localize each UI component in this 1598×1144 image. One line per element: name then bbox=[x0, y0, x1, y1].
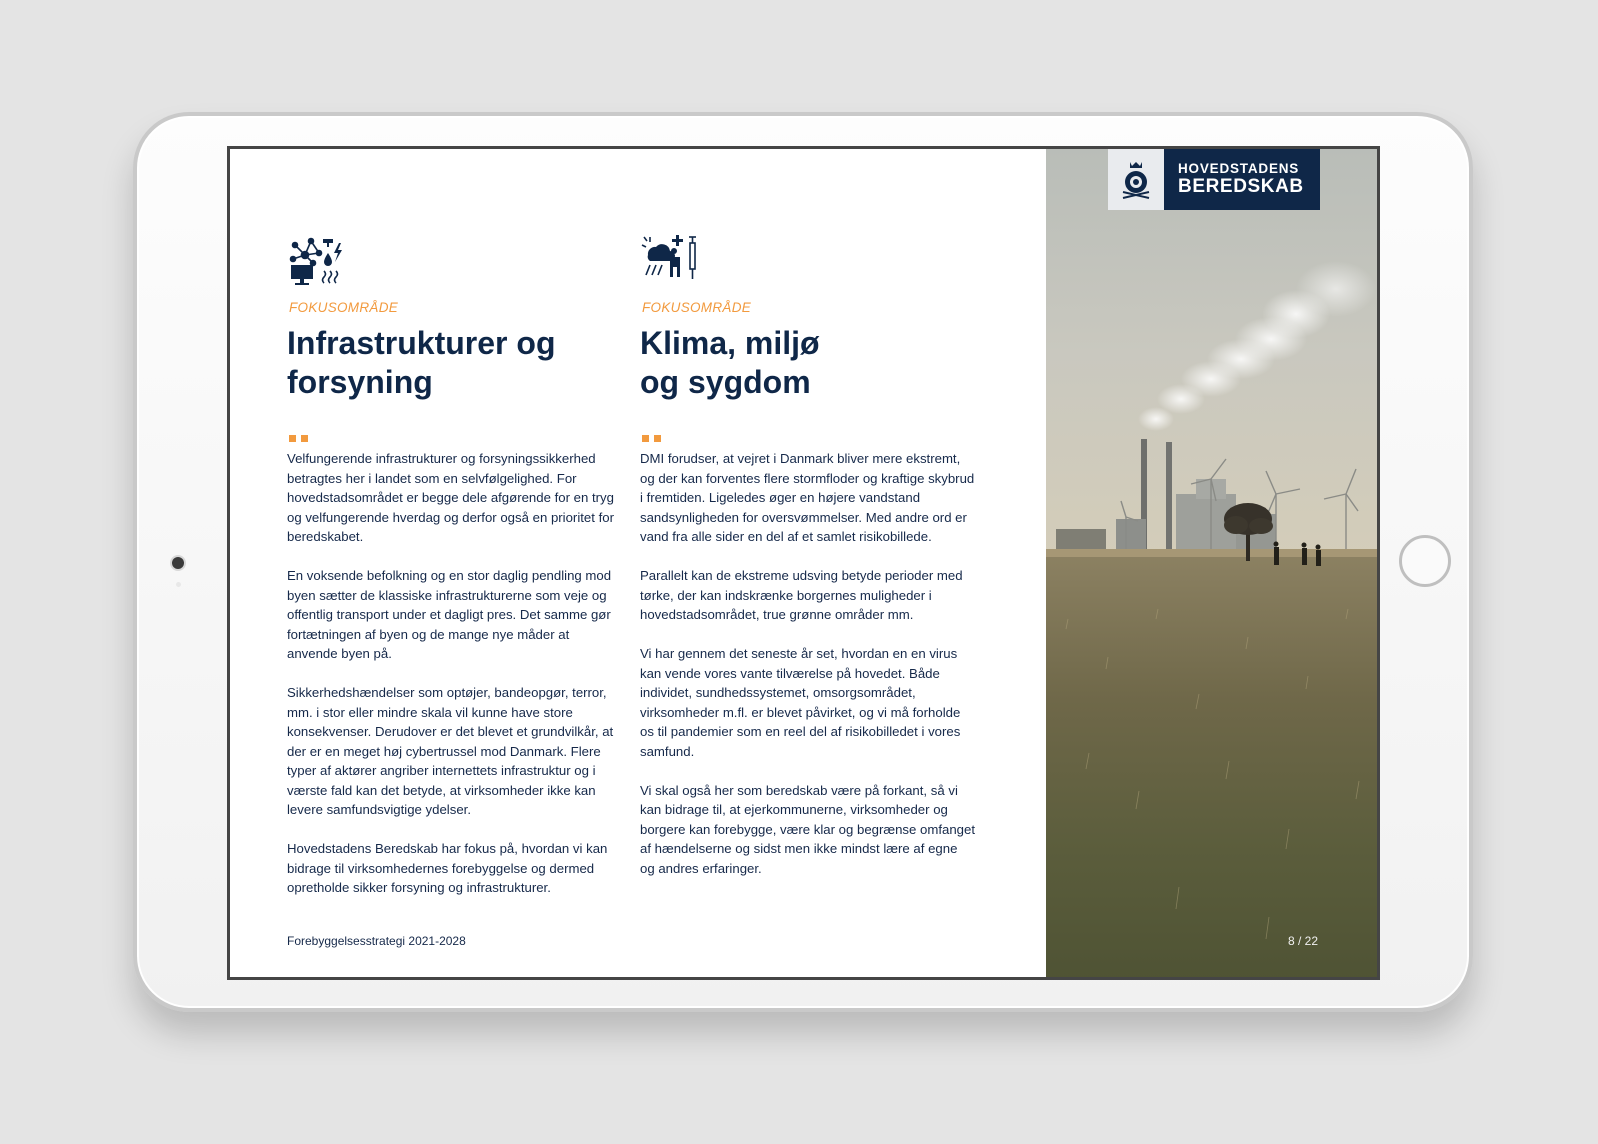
title-line-2: og sygdom bbox=[640, 364, 811, 400]
crest-icon bbox=[1108, 149, 1164, 210]
title-line-1: Infrastrukturer og bbox=[287, 325, 556, 361]
title-line-2: forsyning bbox=[287, 364, 433, 400]
sensor-dot bbox=[176, 582, 181, 587]
paragraph: En voksende befolkning og en stor daglig pendling mod byen sætter de klassiske infrastrukturerne som veje og offentlig transport under et dagligt pres. Det samme gør fortætningen af byen og de mange nye måder at anvende byen på. bbox=[287, 568, 612, 661]
paragraph: Parallelt kan de ekstreme udsving betyde perioder med tørke, der kan indskrænke borgernes muligheder i hovedstadsområdet, true grønne områder mm. bbox=[640, 568, 963, 622]
section-label: FOKUSOMRÅDE bbox=[642, 300, 752, 315]
logo-wordmark bbox=[1164, 149, 1320, 210]
paragraph: Sikkerhedshændelser som optøjer, bandeopgør, terror, mm. i stor eller mindre skala vil kunne have store konsekvenser. Derudover er det blevet et grundvilkår, at der er en meget høj cybertrussel mod Danmark. Flere typer af aktører angriber internettets infrastruktur og i værste fald kan det betyde, at virksomheder ikke kan levere samfundsvigtige ydelser. bbox=[287, 685, 614, 817]
paragraph: Hovedstadens Beredskab har fokus på, hvordan vi kan bidrage til virksomhedernes forebyggelse og dermed opretholde sikker forsyning og infrastrukturer. bbox=[287, 841, 608, 895]
paragraph: Vi skal også her som beredskab være på forkant, så vi kan bidrage til, at ejerkommunerne, virksomheder og borgere kan forebygge, være klar og begrænse omfanget af hændelserne og sidst men ikke mindst lære af egne og andres erfaringer. bbox=[640, 782, 976, 876]
section-body bbox=[287, 449, 622, 917]
climate-health-icon bbox=[640, 233, 700, 289]
accent-dots bbox=[289, 429, 313, 437]
paragraph: DMI forudser, at vejret i Danmark bliver mere ekstremt, og der kan forventes flere stormfloder og kraftige skybrud i fremtiden. Ligeledes øger en højere vandstand sandsynligheden for oversvømmelser. Med andre ord er vand fra alle sider en del af et samlet risikobillede. bbox=[640, 451, 975, 544]
logo-line-2: BEREDSKAB bbox=[1178, 176, 1304, 197]
infrastructure-icon bbox=[287, 233, 347, 289]
logo-line-1: HOVEDSTADENS bbox=[1178, 161, 1300, 176]
section-title bbox=[287, 324, 627, 402]
paragraph: Vi har gennem det seneste år set, hvordan en en virus kan vende vores vante tilværelse på hovedet. Både individet, sundhedssystemet, omsorgsområdet, virksomheder m.fl. er blevet påvirket, og vi må forholde os til pandemier som en reel del af risikobilledet i vores samfund. bbox=[640, 646, 961, 759]
organization-logo bbox=[1108, 149, 1320, 210]
paragraph: Velfungerende infrastrukturer og forsyningssikkerhed betragtes her i landet som en selvfølgelighed. For hovedstadsområdet er begge dele afgørende for en tryg og velfungerende hverdag og derfor også en prioritet for beredskabet. bbox=[287, 451, 614, 544]
landscape-photo bbox=[1046, 149, 1380, 980]
section-label: FOKUSOMRÅDE bbox=[289, 300, 399, 315]
title-line-1: Klima, miljø bbox=[640, 325, 820, 361]
home-button[interactable] bbox=[1399, 535, 1451, 587]
section-body bbox=[640, 449, 975, 898]
accent-dots bbox=[642, 429, 666, 437]
camera-icon bbox=[172, 557, 184, 569]
page-number: 8 / 22 bbox=[1288, 934, 1319, 948]
section-title bbox=[640, 324, 980, 402]
document-footer: Forebyggelsesstrategi 2021-2028 bbox=[287, 934, 466, 948]
document-page bbox=[227, 146, 1380, 980]
